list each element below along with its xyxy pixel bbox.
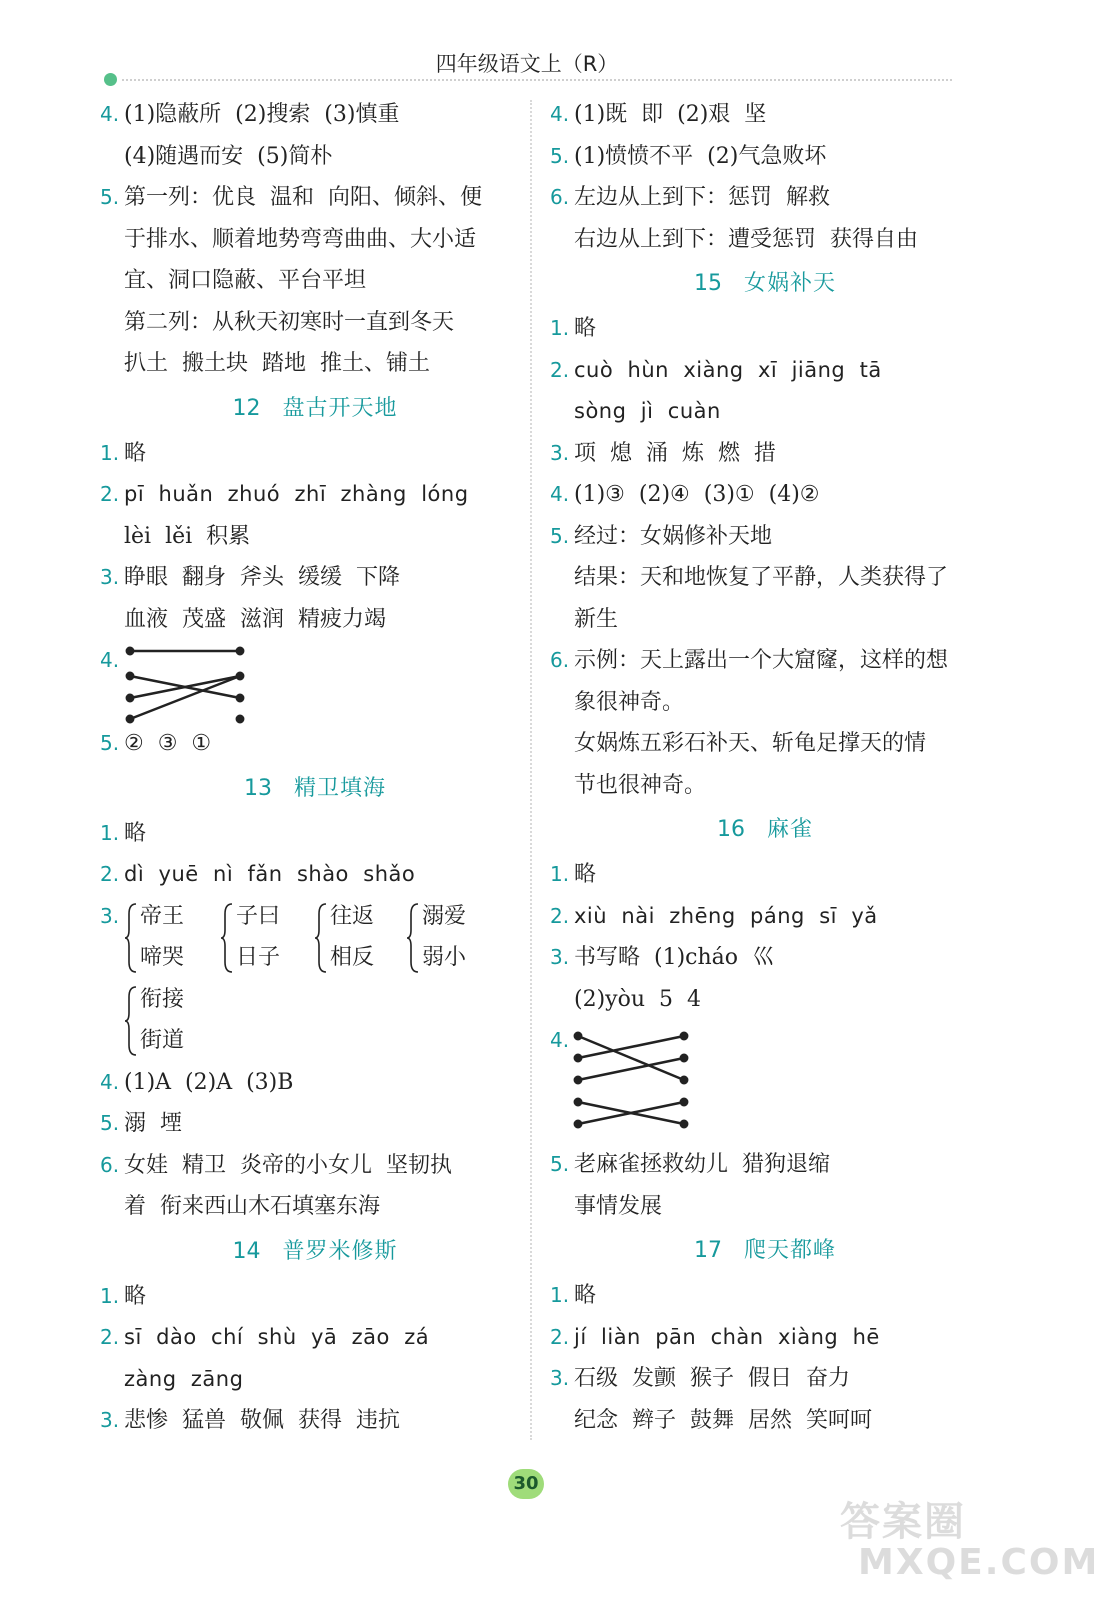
answer-text: 睁眼 翻身 斧头 缓缓 下降	[124, 565, 400, 590]
answer-text: 项 熄 涌 炼 燃 措	[574, 440, 776, 466]
answer-line	[100, 1103, 530, 1145]
answer-text: 略	[574, 316, 597, 341]
answer-text: 着 衔来西山木石填塞东海	[124, 1194, 380, 1219]
pair-top: 衔接	[140, 986, 185, 1012]
watermark-logo	[840, 1490, 1099, 1590]
question-number: 5.	[100, 185, 120, 209]
question-number: 1.	[550, 1283, 570, 1307]
answer-text: 结果：天和地恢复了平静，人类获得了	[574, 565, 949, 590]
question-number: 4.	[550, 482, 570, 506]
pinyin-text: xiù nài zhēng páng sī yǎ	[574, 903, 878, 928]
section-number: 13	[243, 775, 272, 801]
answer-text: (2)yòu 5 4	[574, 986, 701, 1012]
pinyin-text: sī dào chí shù yā zāo zá	[124, 1325, 430, 1349]
answer-line	[100, 433, 530, 475]
answer-line	[550, 1358, 980, 1400]
right-column	[550, 94, 980, 1441]
answer-text: 左边从上到下：惩罚 解救	[574, 185, 830, 210]
pair-top: 帝王	[140, 903, 185, 929]
answer-text: 石级 发颤 猴子 假日 奋力	[574, 1366, 850, 1391]
question-number: 2.	[100, 482, 120, 506]
header-dot-icon	[104, 73, 117, 86]
answer-text: 悲惨 猛兽 敬佩 获得 违抗	[124, 1408, 400, 1433]
answer-line	[100, 177, 530, 219]
answer-line	[100, 1276, 530, 1318]
section-number: 12	[232, 395, 261, 421]
pair-bottom: 相反	[330, 945, 375, 970]
answer-text: 老麻雀拯救幼儿 猎狗退缩	[574, 1152, 830, 1177]
answer-text: 血液 茂盛 滋润 精疲力竭	[124, 606, 386, 632]
question-number: 4.	[100, 102, 120, 126]
section-number: 17	[693, 1238, 722, 1263]
answer-text: 事情发展	[574, 1193, 663, 1219]
matching-lines	[122, 640, 282, 723]
brace-icon	[406, 902, 420, 974]
answer-line	[550, 557, 980, 599]
answer-text: 扒土 搬土块 踏地 推土、铺土	[124, 351, 430, 376]
answer-line	[550, 219, 980, 261]
section-number: 14	[232, 1238, 261, 1264]
answer-text: 第一列：优良 温和 向阳、倾斜、便	[124, 185, 482, 210]
answer-line	[550, 682, 980, 724]
answer-line	[550, 1275, 980, 1317]
section-heading-14	[100, 1228, 530, 1276]
question-number: 5.	[550, 1152, 570, 1176]
answer-line	[550, 979, 980, 1021]
answer-line	[100, 1400, 530, 1442]
answer-line	[550, 177, 980, 219]
brace-icon	[124, 985, 138, 1057]
question-number: 3.	[100, 903, 120, 928]
answer-line	[550, 136, 980, 178]
pair-bottom: 日子	[236, 945, 281, 970]
answer-line	[100, 516, 530, 558]
section-title: 爬天都峰	[743, 1238, 836, 1263]
answer-text: (1)A (2)A (3)B	[124, 1069, 294, 1095]
brace-pairs-row	[100, 896, 530, 979]
pair-bottom: 街道	[140, 1028, 185, 1053]
section-heading-13	[100, 765, 530, 813]
question-number: 5.	[100, 731, 120, 755]
answer-line	[100, 1145, 530, 1187]
answer-line	[550, 433, 980, 475]
answer-line	[100, 1359, 530, 1401]
answer-line	[550, 1186, 980, 1228]
answer-text: ② ③ ①	[124, 731, 212, 756]
question-number: 2.	[550, 357, 570, 382]
pinyin-text: pī huǎn zhuó zhī zhàng lóng	[124, 482, 469, 506]
matching-diagram	[550, 1020, 980, 1144]
pinyin-text: dì yuē nì fǎn shào shǎo	[124, 862, 416, 886]
answer-line	[100, 94, 530, 136]
answer-line	[550, 854, 980, 896]
section-title: 女娲补天	[743, 271, 836, 296]
answer-line	[550, 350, 980, 392]
question-number: 2.	[100, 862, 120, 886]
question-number: 1.	[100, 440, 120, 465]
section-heading-12	[100, 385, 530, 433]
answer-text: 经过：女娲修补天地	[574, 523, 773, 549]
section-heading-15	[550, 260, 980, 308]
answer-text: 略	[574, 862, 597, 887]
answer-line	[100, 723, 530, 765]
question-number: 4.	[100, 648, 120, 672]
answer-line	[100, 813, 530, 855]
section-title: 普罗米修斯	[282, 1238, 398, 1264]
answer-line	[550, 516, 980, 558]
answer-line	[100, 557, 530, 599]
brace-icon	[220, 902, 234, 974]
section-title: 盘古开天地	[282, 395, 398, 421]
answer-line	[100, 474, 530, 516]
answer-text: 象很神奇。	[574, 689, 685, 715]
pinyin-text: cuò hùn xiàng xī jiāng tā	[574, 357, 882, 382]
pair-top: 溺爱	[422, 903, 467, 929]
matching-diagram	[100, 640, 530, 723]
answer-line	[550, 391, 980, 433]
question-number: 5.	[550, 143, 570, 168]
question-number: 4.	[550, 102, 570, 126]
answer-line	[550, 896, 980, 938]
page-number-badge: 30	[508, 1469, 544, 1499]
watermark-text: 答案圈	[840, 1499, 966, 1545]
matching-lines	[572, 1020, 732, 1144]
answer-line	[550, 765, 980, 807]
question-number: 5.	[550, 523, 570, 548]
answer-text: 第二列：从秋天初寒时一直到冬天	[124, 309, 455, 335]
brace-icon	[124, 902, 138, 974]
answer-line	[100, 1062, 530, 1104]
answer-line	[100, 219, 530, 261]
answer-text: 略	[574, 1283, 597, 1308]
answer-line	[550, 599, 980, 641]
pair-bottom: 弱小	[422, 945, 467, 970]
answer-line	[550, 474, 980, 516]
question-number: 3.	[100, 1408, 120, 1432]
section-number: 16	[716, 817, 745, 842]
answer-line	[550, 937, 980, 979]
question-number: 2.	[550, 1324, 570, 1349]
answer-text: (1)既 即 (2)艰 坚	[574, 102, 767, 127]
answer-line	[550, 94, 980, 136]
answer-line	[100, 260, 530, 302]
brace-icon	[314, 902, 328, 974]
question-number: 4.	[100, 1069, 120, 1094]
brace-pairs-row	[100, 979, 530, 1062]
answer-line	[550, 1400, 980, 1442]
pinyin-text: zàng zāng	[124, 1366, 244, 1391]
page-header-title: 四年级语文上（R）	[435, 52, 619, 76]
answer-text: 书写略 (1)cháo 巛	[574, 945, 774, 970]
answer-text: 于排水、顺着地势弯弯曲曲、大小适	[124, 226, 477, 252]
answer-text: (1)愤愤不平 (2)气急败坏	[574, 143, 827, 169]
answer-text: (1)③ (2)④ (3)① (4)②	[574, 482, 820, 507]
answer-text: 宜、洞口隐蔽、平台平坦	[124, 268, 367, 293]
question-number: 4.	[550, 1028, 570, 1052]
answer-text: 略	[124, 820, 147, 846]
answer-text: 右边从上到下：遭受惩罚 获得自由	[574, 226, 918, 252]
column-divider	[530, 100, 532, 1440]
question-number: 1.	[550, 316, 570, 340]
pinyin-text: sòng jì cuàn	[574, 399, 721, 423]
question-number: 3.	[550, 440, 570, 465]
question-number: 6.	[100, 1152, 120, 1177]
answer-text: (4)随遇而安 (5)简朴	[124, 143, 333, 169]
answer-text: 纪念 辫子 鼓舞 居然 笑呵呵	[574, 1407, 872, 1433]
pair-top: 子曰	[236, 903, 281, 929]
answer-line	[550, 1317, 980, 1359]
question-number: 3.	[550, 1366, 570, 1390]
answer-line	[550, 308, 980, 350]
answer-text: 新生	[574, 606, 619, 632]
question-number: 6.	[550, 648, 570, 672]
question-number: 1.	[100, 820, 120, 845]
question-number: 2.	[550, 903, 570, 928]
section-number: 15	[693, 271, 722, 296]
section-heading-16	[550, 806, 980, 854]
answer-line	[100, 1186, 530, 1228]
answer-line	[100, 343, 530, 385]
pair-top: 往返	[330, 903, 375, 929]
answer-line	[550, 640, 980, 682]
question-number: 3.	[100, 565, 120, 589]
answer-line	[100, 1317, 530, 1359]
header-divider	[122, 79, 952, 81]
answer-line	[550, 1144, 980, 1186]
section-title: 麻雀	[766, 817, 813, 842]
answer-text: 节也很神奇。	[574, 772, 707, 798]
question-number: 3.	[550, 945, 570, 969]
watermark-url: MXQE.COM	[858, 1542, 1099, 1583]
answer-text: (1)隐蔽所 (2)搜索 (3)慎重	[124, 102, 400, 127]
answer-text: 女娃 精卫 炎帝的小女儿 坚韧执	[124, 1152, 452, 1178]
answer-line	[100, 599, 530, 641]
question-number: 2.	[100, 1325, 120, 1349]
question-number: 5.	[100, 1111, 120, 1135]
pair-bottom: 啼哭	[140, 945, 185, 970]
section-title: 精卫填海	[293, 775, 386, 801]
section-heading-17	[550, 1227, 980, 1275]
answer-text: 示例：天上露出一个大窟窿，这样的想	[574, 648, 949, 673]
question-number: 1.	[100, 1283, 120, 1308]
answer-line	[100, 136, 530, 178]
pinyin-text: jí liàn pān chàn xiàng hē	[574, 1324, 880, 1349]
answer-text: lèi lěi 积累	[124, 523, 251, 549]
answer-text: 略	[124, 1283, 147, 1309]
question-number: 1.	[550, 862, 570, 886]
answer-line	[550, 723, 980, 765]
answer-line	[100, 302, 530, 344]
left-column	[100, 94, 530, 1442]
answer-text: 女娲炼五彩石补天、斩龟足撑天的情	[574, 731, 927, 756]
answer-line	[100, 854, 530, 896]
question-number: 6.	[550, 185, 570, 209]
answer-text: 略	[124, 440, 147, 466]
answer-text: 溺 堙	[124, 1111, 182, 1136]
